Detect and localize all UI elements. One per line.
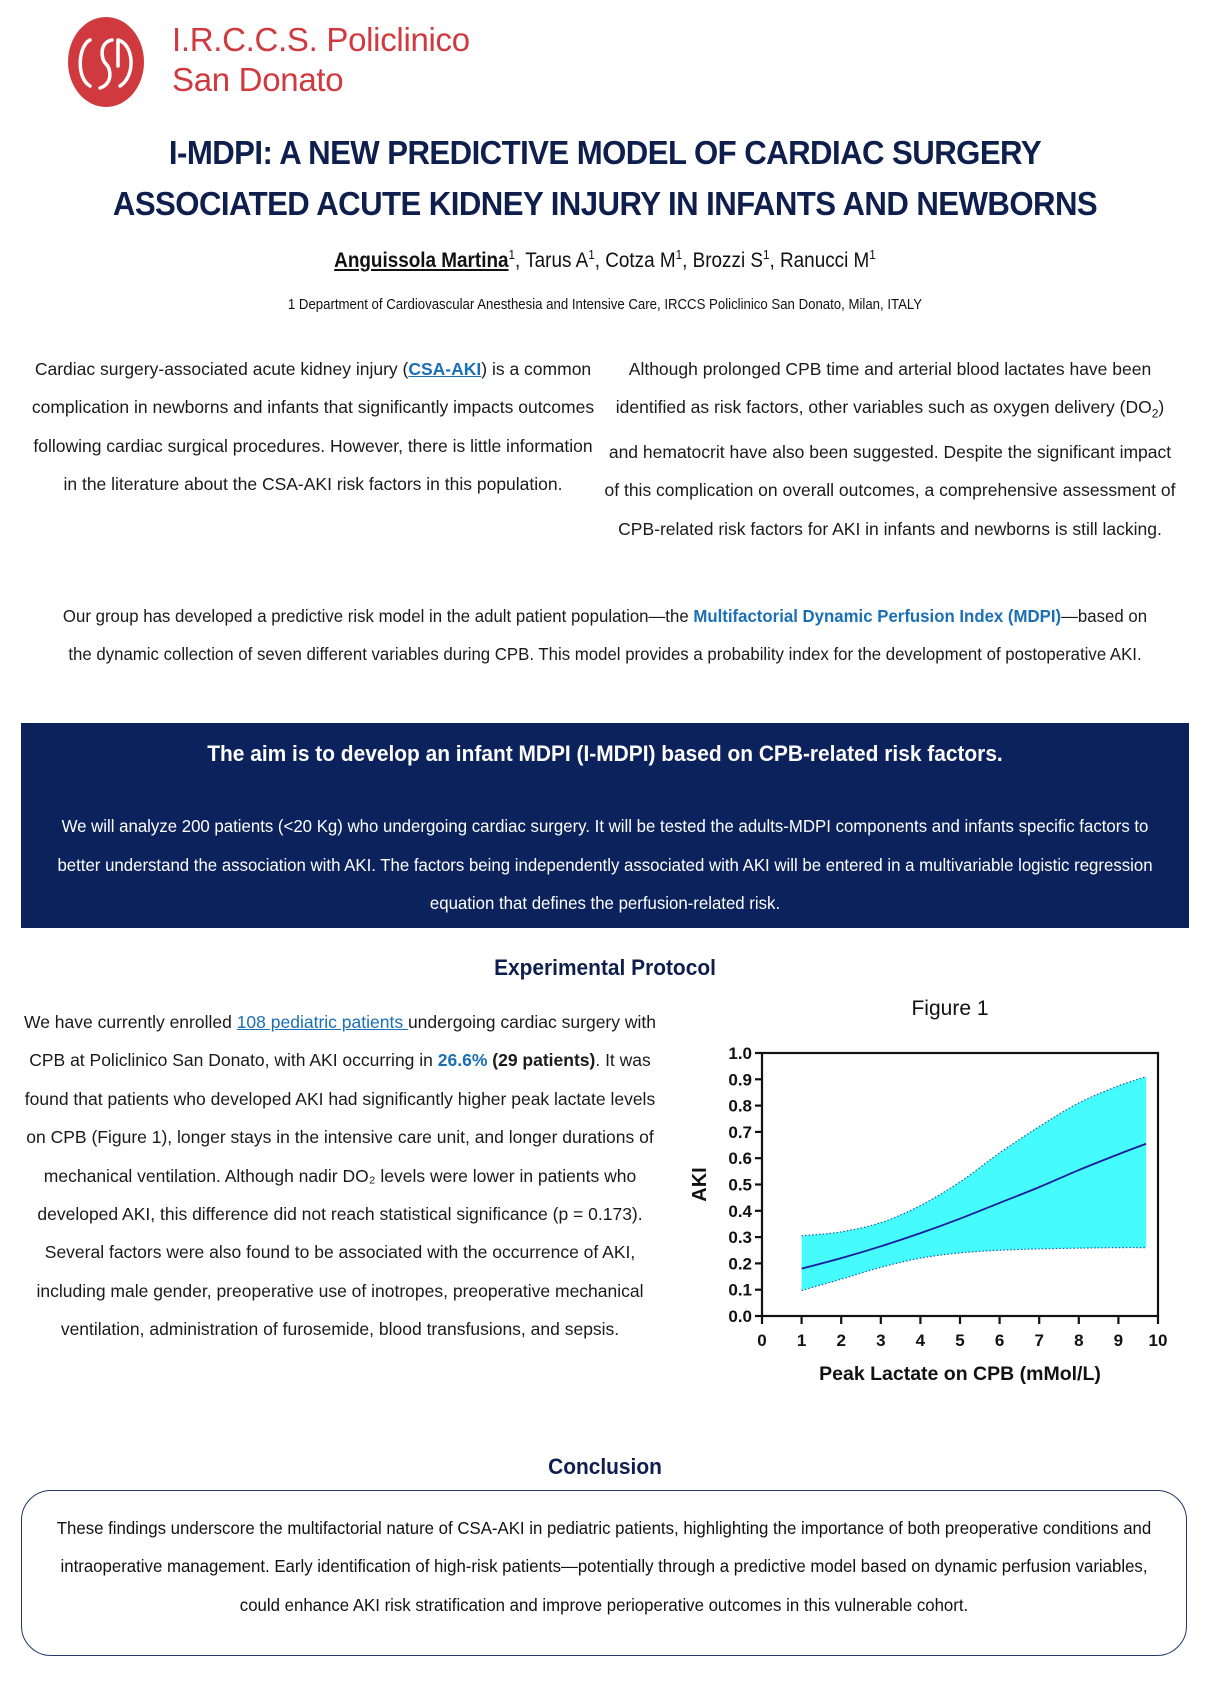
x-tick-label: 0 — [757, 1331, 767, 1350]
aim-heading: The aim is to develop an infant MDPI (I-MDPI) based on CPB-related risk factors. — [207, 741, 1003, 766]
intro-left-paragraph — [28, 350, 598, 503]
intro-right-text-cont: ) and hematocrit have also been suggested. Despite the significant impact of this complication on overall outcomes, a comprehensive assessment of CPB-related risk factors for AKI in infants and newborns is still lacking. — [604, 397, 1176, 539]
y-tick-label: 0.2 — [728, 1254, 752, 1274]
mdpi-text-cont: —based on the dynamic collection of seven different variables during CPB. This model provides a probability index for the development of postoperative AKI. — [68, 606, 1148, 665]
institution-name-line1: I.R.C.C.S. Policlinico — [172, 21, 470, 58]
author-affil-mark: 1 — [588, 247, 595, 262]
affiliation: 1 Department of Cardiovascular Anesthesia and Intensive Care, IRCCS Policlinico San Donato, Milan, ITALY — [287, 296, 923, 313]
x-tick-label: 3 — [876, 1331, 886, 1350]
aim-banner — [21, 723, 1189, 928]
x-tick-label: 7 — [1034, 1331, 1044, 1350]
x-axis-label: Peak Lactate on CPB (mMol/L) — [819, 1363, 1101, 1385]
author-affil-mark: 1 — [675, 247, 683, 262]
enrolled-patients-link[interactable]: 108 pediatric patients — [236, 1012, 408, 1032]
y-tick-label: 0.0 — [728, 1307, 752, 1326]
x-tick-label: 8 — [1074, 1331, 1084, 1350]
aki-percentage: 26.6% — [437, 1050, 488, 1071]
author: Ranucci M — [780, 249, 870, 272]
protocol-text-rest: . It was found that patients who developed AKI had significantly higher peak lactate levels on CPB (Figure 1), longer stays in the intensive care unit, and longer durations of mechanical ventilation. Although nadir DO₂ levels were lower in patients who developed AKI, this difference did not reach statistical significance (p = 0.173). Several factors were also found to be associated with the occurrence of AKI, including male gender, preoperative use of inotropes, preoperative mechanical ventilation, administration of furosemide, blood transfusions, and sepsis. — [24, 1050, 656, 1340]
x-tick-label: 6 — [994, 1331, 1005, 1350]
csa-aki-link[interactable]: CSA-AKI — [408, 359, 482, 379]
x-tick-label: 9 — [1113, 1331, 1124, 1350]
poster-title-line2: ASSOCIATED ACUTE KIDNEY INJURY IN INFANTS AND NEWBORNS — [112, 186, 1098, 223]
y-tick-label: 0.1 — [728, 1280, 752, 1300]
conclusion-box — [21, 1490, 1187, 1656]
figure-title: Figure 1 — [911, 997, 989, 1020]
x-tick-label: 4 — [915, 1331, 926, 1350]
x-tick-label: 1 — [796, 1331, 807, 1350]
conclusion-body: These findings underscore the multifactorial nature of CSA-AKI in pediatric patients, highlighting the importance of both preoperative conditions and intraoperative management. Early identification of high-risk patients—potentially through a predictive model based on dynamic perfusion variables, could enhance AKI risk stratification and improve perioperative outcomes in this vulnerable cohort. — [56, 1518, 1152, 1615]
intro-right-text: Although prolonged CPB time and arterial blood lactates have been identified as risk factors, other variables such as oxygen delivery (DO — [615, 359, 1152, 418]
y-tick-label: 0.3 — [728, 1228, 752, 1248]
y-axis-label: AKI — [689, 1167, 711, 1202]
institution-logo-icon — [66, 16, 146, 108]
x-tick-label: 5 — [955, 1331, 965, 1350]
protocol-text: We have currently enrolled — [24, 1012, 237, 1032]
aki-patient-count: (29 patients) — [492, 1050, 596, 1071]
author-affil-mark: 1 — [763, 247, 770, 262]
poster-title — [42, 128, 1167, 230]
author-presenting: Anguissola Martina — [334, 249, 509, 272]
y-tick-label: 0.8 — [728, 1096, 752, 1116]
y-tick-label: 0.6 — [728, 1149, 752, 1169]
x-tick-label: 2 — [836, 1331, 846, 1350]
protocol-heading: Experimental Protocol — [494, 955, 716, 980]
aim-body: We will analyze 200 patients (<20 Kg) who undergoing cardiac surgery. It will be tested the adults-MDPI components and infants specific factors to better understand the association with AKI. The factors being independently associated with AKI will be entered in a multivariable logistic regression equation that defines the perfusion-related risk. — [57, 816, 1153, 913]
intro-left-text-cont: ) is a common complication in newborns and infants that significantly impacts outcomes following cardiac surgical procedures. However, there is little information in the literature about the CSA-AKI risk factors in this population. — [31, 359, 595, 494]
subscript: 2 — [1151, 406, 1159, 421]
author-list: Anguissola Martina$^1$, Tarus $A^1$, Cotza $M^1$, Brozzi $S^1$, Ranucci $M^1$ — [334, 247, 876, 272]
protocol-text-cont: undergoing cardiac surgery with CPB at Policlinico San Donato, with AKI occurring in — [29, 1012, 656, 1071]
poster-title-line1: I-MDPI: A NEW PREDICTIVE MODEL OF CARDIAC SURGERY — [168, 135, 1042, 172]
mdpi-paragraph — [53, 597, 1157, 674]
y-tick-label: 1.0 — [728, 1044, 752, 1063]
mdpi-text: Our group has developed a predictive risk model in the adult patient population—the — [62, 606, 694, 626]
y-tick-label: 0.9 — [728, 1070, 752, 1090]
author-affil-mark: 1 — [869, 247, 876, 262]
y-tick-label: 0.7 — [728, 1122, 752, 1142]
institution-name-line2: San Donato — [172, 61, 344, 98]
author: Tarus A — [525, 249, 589, 272]
x-tick-label: 10 — [1148, 1331, 1168, 1350]
y-tick-label: 0.5 — [728, 1175, 752, 1195]
confidence-band — [802, 1077, 1147, 1291]
mdpi-highlight: Multifactorial Dynamic Perfusion Index (MDPI) — [693, 606, 1062, 626]
y-tick-label: 0.4 — [728, 1201, 752, 1221]
protocol-paragraph — [20, 1003, 660, 1349]
author: Cotza M — [605, 249, 676, 272]
author: Brozzi S — [692, 249, 764, 272]
conclusion-heading: Conclusion — [548, 1454, 662, 1479]
institution-name — [172, 20, 470, 100]
intro-right-paragraph — [600, 350, 1180, 548]
author-affil-mark: 1 — [508, 247, 516, 262]
aki-lactate-chart — [680, 1030, 1180, 1410]
intro-left-text: Cardiac surgery-associated acute kidney injury ( — [34, 359, 409, 379]
